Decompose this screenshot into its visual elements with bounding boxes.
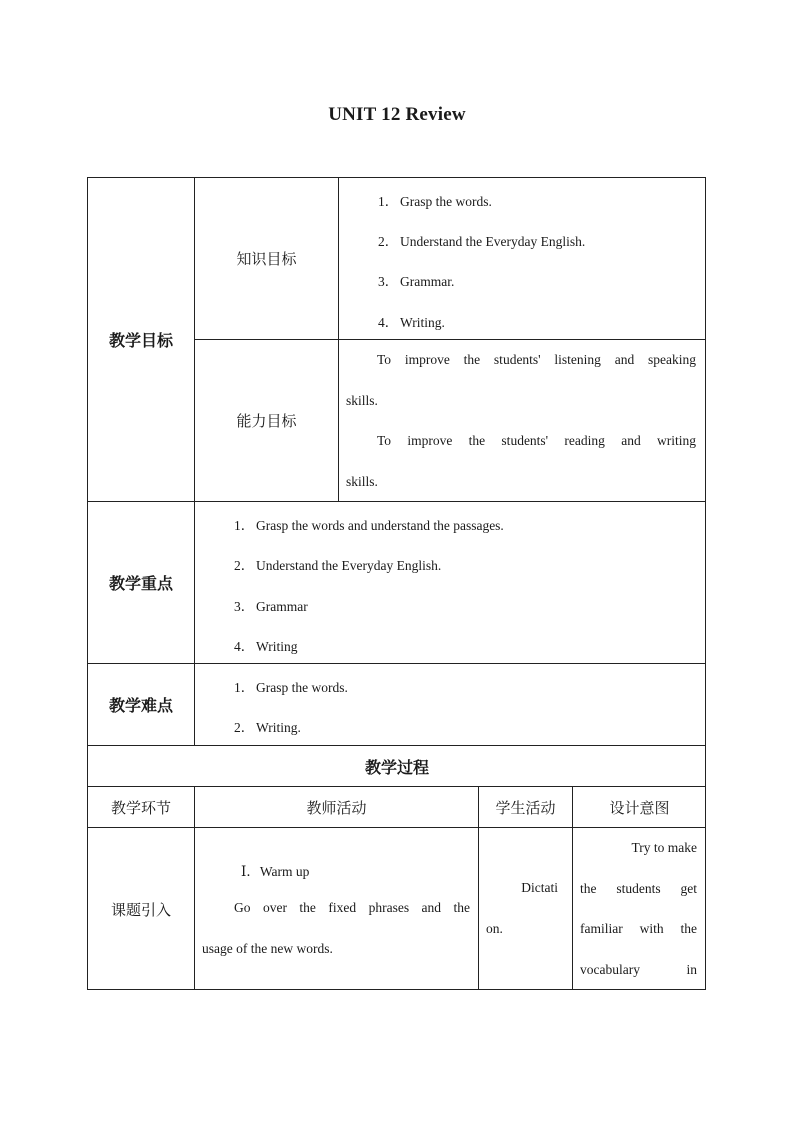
item-text: Writing (256, 639, 298, 654)
difficulties-label: 教学难点 (108, 696, 173, 715)
design-intent-text (580, 828, 697, 990)
list-item (234, 554, 441, 574)
text-line: vocabulary in (580, 961, 697, 977)
item-number: 1． (234, 518, 255, 533)
table-divider (338, 177, 339, 501)
column-header: 学生活动 (495, 798, 556, 817)
text-line: Dictati (521, 880, 558, 895)
text-line: usage of the new words. (202, 940, 333, 956)
item-number: 1． (234, 680, 255, 695)
item-text: Writing. (256, 720, 301, 735)
list-item (234, 716, 301, 736)
text-line: skills. (346, 473, 378, 489)
key-points-label: 教学重点 (108, 574, 173, 593)
ability-goal-label: 能力目标 (236, 412, 297, 430)
item-number: 4． (234, 639, 255, 654)
page-title: UNIT 12 Review (328, 104, 466, 125)
list-item (378, 311, 445, 331)
text-line: on. (486, 920, 503, 936)
list-item (378, 270, 454, 290)
text-line: Go over the fixed phrases and the (234, 900, 470, 915)
knowledge-goal-label: 知识目标 (236, 250, 297, 268)
student-activity-text (486, 868, 558, 949)
list-item (378, 190, 492, 210)
item-text: Grammar. (400, 274, 455, 289)
item-number: 4． (378, 315, 399, 330)
list-item (234, 514, 504, 534)
item-number: 1． (378, 194, 399, 209)
item-text: Grammar (256, 599, 308, 614)
stage-cell: 课题引入 (110, 900, 171, 919)
item-number: 3． (378, 274, 399, 289)
warmup-heading: Ⅰ．Warm up (241, 864, 310, 879)
column-header: 设计意图 (609, 798, 670, 817)
text-line: To improve the students' reading and writing (377, 433, 696, 448)
ability-goal-text (346, 340, 696, 502)
list-item (378, 230, 585, 250)
item-text: Grasp the words. (400, 194, 492, 209)
item-number: 2． (378, 234, 399, 249)
item-text: Grasp the words. (256, 680, 348, 695)
item-number: 3． (234, 599, 255, 614)
objectives-label: 教学目标 (108, 331, 173, 350)
item-number: 2． (234, 558, 255, 573)
text-line: skills. (346, 392, 378, 408)
item-text: Understand the Everyday English. (400, 234, 586, 249)
item-text: Writing. (400, 315, 445, 330)
item-text: Understand the Everyday English. (256, 558, 442, 573)
text-line: familiar with the (580, 921, 697, 936)
text-line: Try to make (631, 840, 697, 855)
list-item (234, 676, 348, 696)
text-line: the students get (580, 880, 697, 896)
list-item (234, 635, 297, 655)
text-line: To improve the students' listening and speaking (377, 352, 696, 367)
item-text: Grasp the words and understand the passages. (256, 518, 504, 533)
teacher-activity-text (202, 888, 470, 969)
column-header: 教师活动 (306, 798, 367, 817)
process-heading: 教学过程 (364, 757, 429, 777)
list-item (234, 595, 308, 615)
item-number: 2． (234, 720, 255, 735)
column-header: 教学环节 (110, 798, 171, 817)
